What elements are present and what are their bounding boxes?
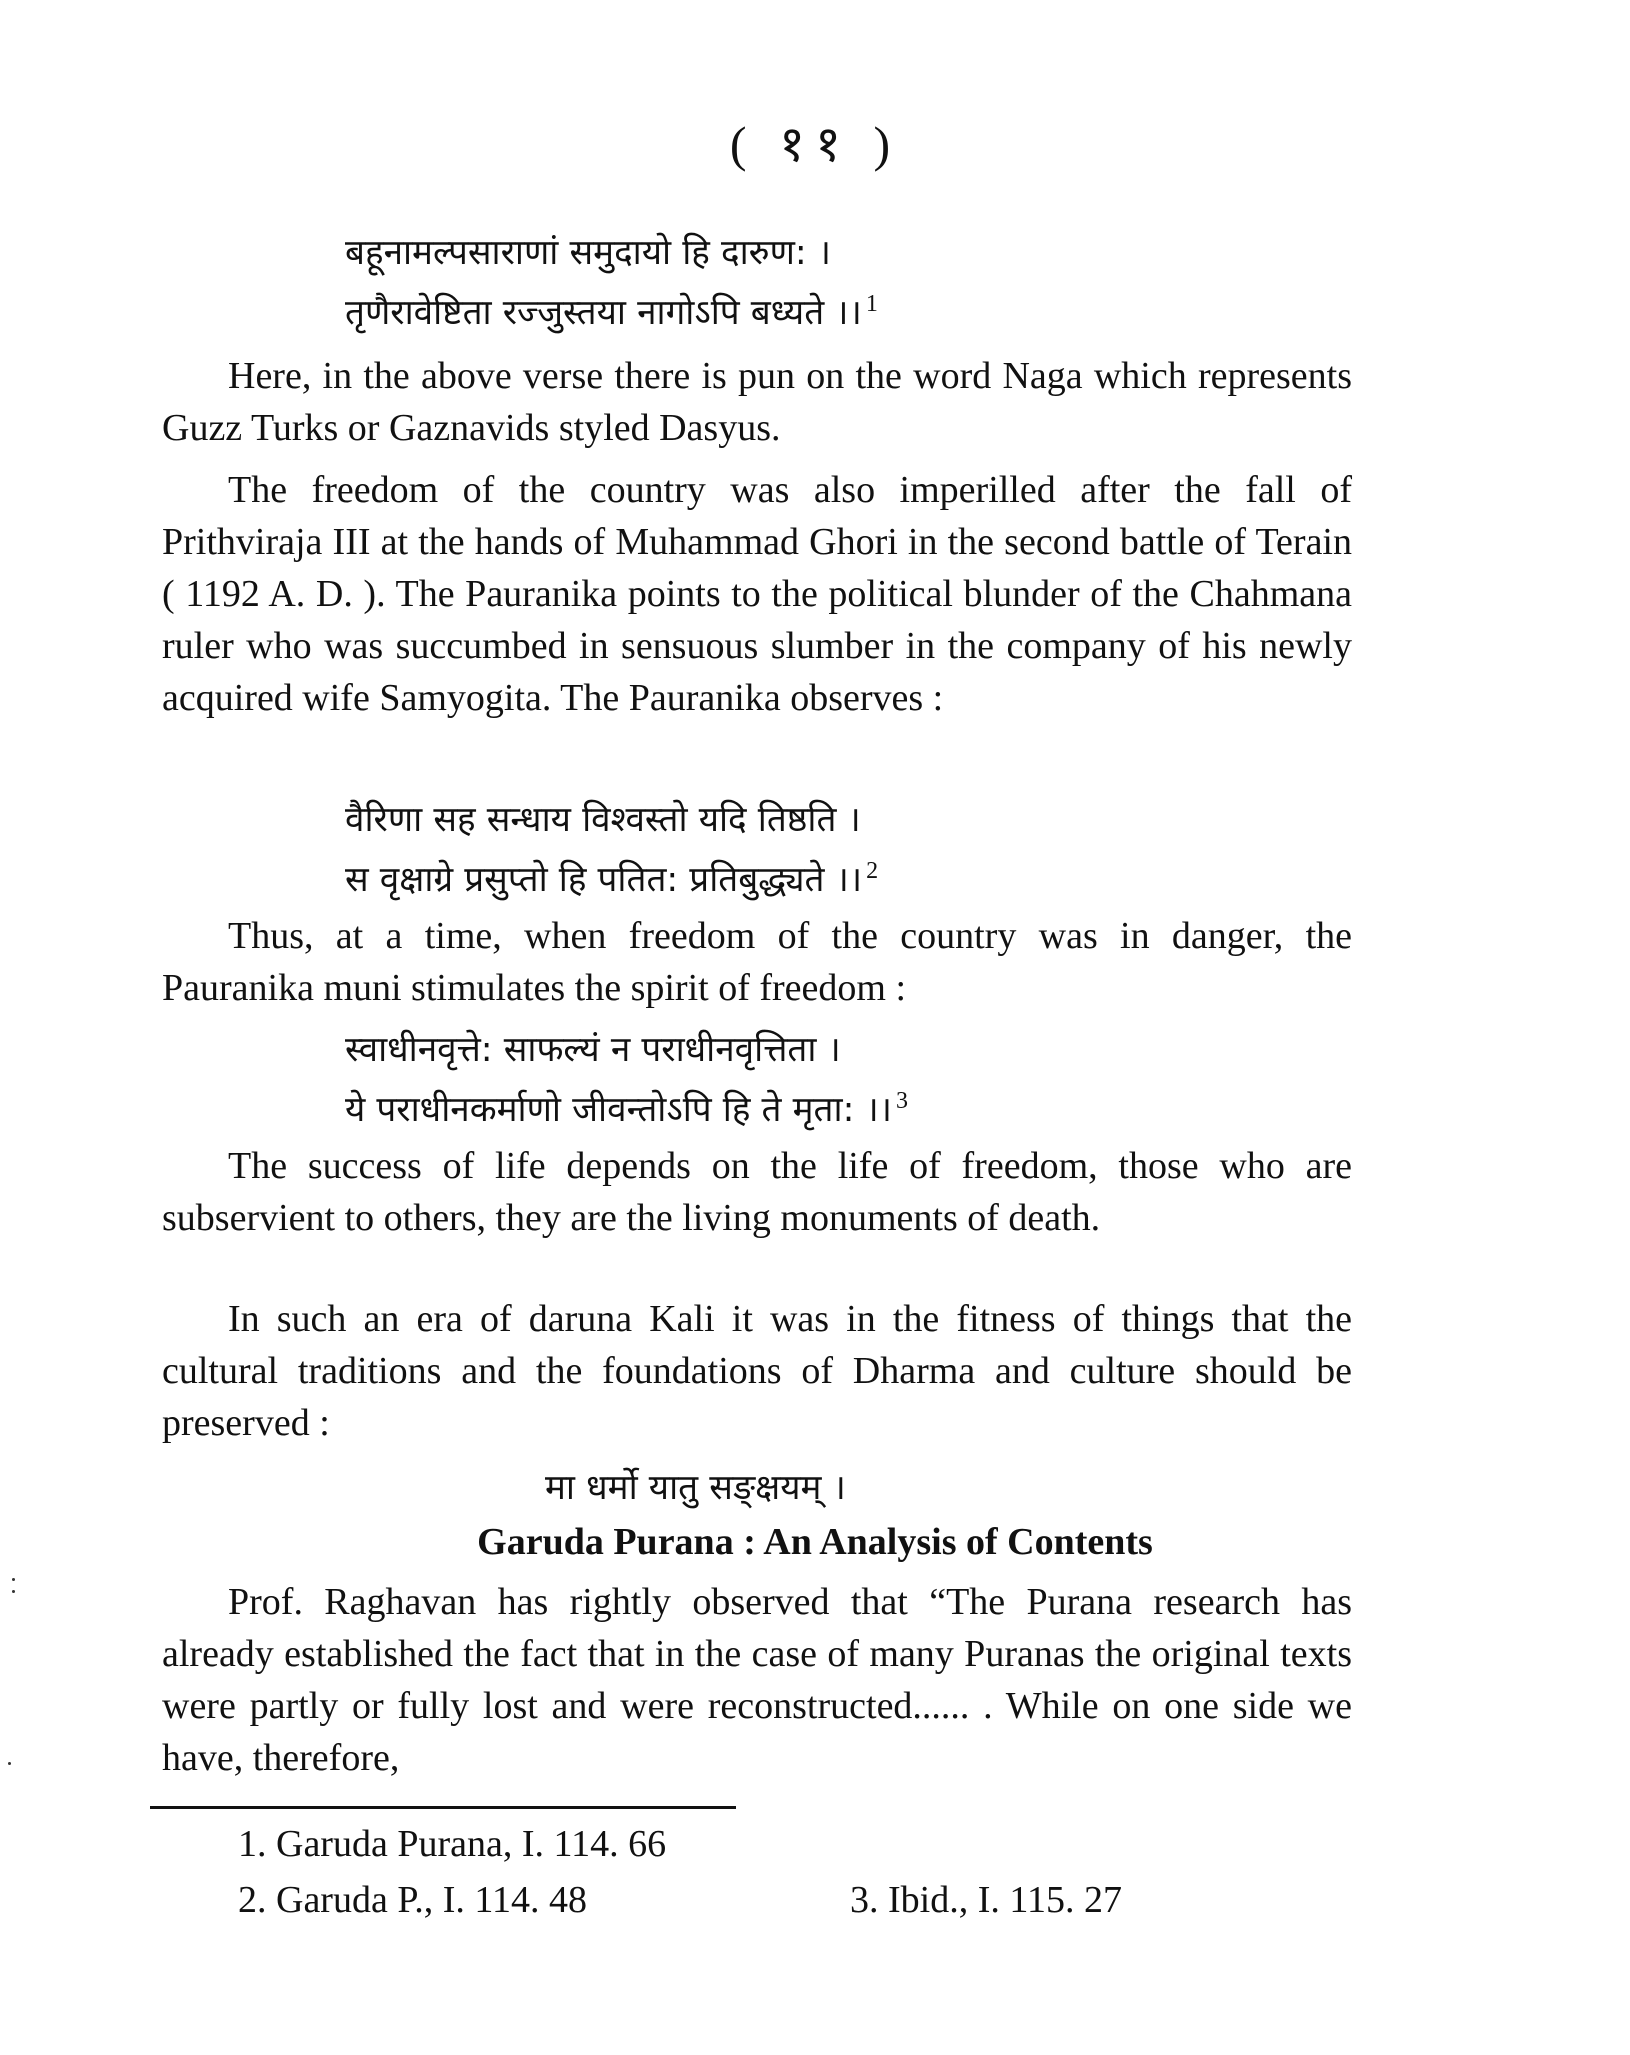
verse-1-line-2 [345,288,878,335]
verse-4-line-1: मा धर्मो यातु सङ्क्षयम् । [545,1468,846,1508]
footnote-ref-3: 3 [896,1088,909,1115]
paragraph-3: Thus, at a time, when freedom of the country was in danger, the Pauranika muni stimulates the spirit of freedom : [162,915,1352,1009]
scan-speck [12,1578,15,1581]
footnote-2: 2. Garuda P., I. 114. 48 [238,1879,587,1921]
section-heading: Garuda Purana : An Analysis of Contents [477,1521,1153,1563]
paragraph-1: Here, in the above verse there is pun on the word Naga which represents Guzz Turks or Gaznavids styled Dasyus. [162,355,1352,449]
verse-2-line-2 [345,855,878,902]
scan-speck [12,1590,15,1593]
verse-3-line-2 [345,1085,908,1132]
footnote-separator [150,1806,736,1809]
scan-speck [8,1762,11,1765]
footnote-ref-2: 2 [866,858,879,885]
page-number: ( ११ ) [729,116,901,172]
verse-2-line-2-text: स वृक्षाग्रे प्रसुप्तो हि पतित: प्रतिबुद्ध्यते ।। [345,860,863,900]
paragraph-5: In such an era of daruna Kali it was in the fitness of things that the cultural traditions and the foundations of Dharma and culture should be preserved : [162,1298,1352,1444]
footnote-3: 3. Ibid., I. 115. 27 [850,1879,1122,1921]
verse-1-line-1: बहूनामल्पसाराणां समुदायो हि दारुण: । [345,233,832,273]
verse-2-line-1: वैरिणा सह सन्धाय विश्वस्तो यदि तिष्ठति । [345,800,861,840]
verse-3-line-1: स्वाधीनवृत्ते: साफल्यं न पराधीनवृत्तिता । [345,1030,841,1070]
verse-3-line-2-text: ये पराधीनकर्माणो जीवन्तोऽपि हि ते मृता: ।। [345,1090,893,1130]
paragraph-2: The freedom of the country was also imperilled after the fall of Prithviraja III at the hands of Muhammad Ghori in the second battle of Terain ( 1192 A. D. ). The Pauranika points to the political blunder of the Chahmana ruler who was succumbed in sensuous slumber in the company of his newly acquired wife Samyogita. The Pauranika observes : [162,469,1352,719]
paragraph-6: Prof. Raghavan has rightly observed that “The Purana research has already established the fact that in the case of many Puranas the original texts were partly or fully lost and were reconstructed...... . While on one side we have, therefore, [162,1581,1352,1779]
paragraph-4: The success of life depends on the life of freedom, those who are subservient to others, they are the living monuments of death. [162,1145,1352,1239]
footnote-1: 1. Garuda Purana, I. 114. 66 [238,1823,667,1865]
footnote-ref-1: 1 [865,291,878,318]
verse-1-line-2-text: तृणैरावेष्टिता रज्जुस्तया नागोऽपि बध्यते ।। [345,293,862,333]
